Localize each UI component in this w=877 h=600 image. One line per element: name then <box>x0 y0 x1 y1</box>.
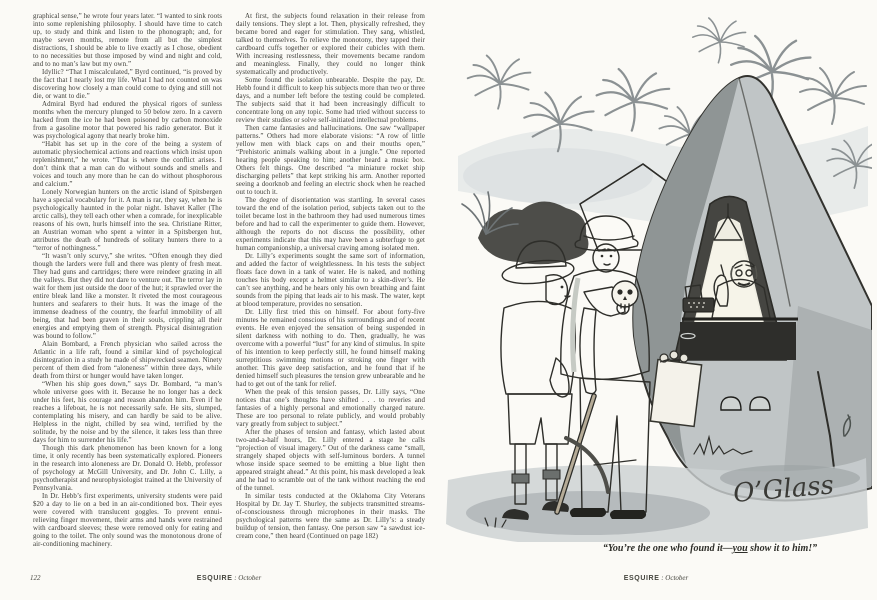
right-page-footer <box>435 574 877 582</box>
body-paragraph: In similar tests conducted at the Oklahoma City Veterans Hospital by Dr. Jay T. Shurley, the subjects transmitted streams-of-consciousness through microphones in their masks. The psychological patterns were the same as Dr. Lilly’s: a steady buildup of tension, then fantasy. One person saw “a sawdust ice-cream cone,” then heard (Continued on page 182) <box>236 493 425 540</box>
magazine-name: ESQUIRE <box>623 575 660 582</box>
body-paragraph: After the phases of tension and fantasy, which lasted about two-and-a-half hours, Dr. Lilly entered a stage he calls “projection of visual imagery.” Out of the darkness came “small, strangely shaped objects with self-luminous borders. A tunnel whose inside space seemed to be emitting a blue light then appeared straight ahead.” At this point, his mask developed a leak and he had to scramble out of the tank without reaching the end of the tunnel. <box>236 429 425 492</box>
foliage-scribble <box>478 201 588 264</box>
body-paragraph: Then came fantasies and hallucinations. One saw “wallpaper patterns.” Others had more elaborate visions: “A row of little yellow men with black caps on and their mouths open,” “Prehistoric animals walking about in a jungle.” One reported hearing people speaking to him; another heard a music box. Others felt things. One described “a miniature rocket ship discharging pellets” that kept striking his arm. Another reported seeing a doorknob and feeling an electric shock when he reached out to touch it. <box>236 125 425 196</box>
under-desk-shadow <box>680 322 796 360</box>
body-paragraph: “It wasn’t only scurvy,” she writes. “Often enough they died though the larders were full and there was plenty of fresh meat. They had guns and cartridges; there were reindeer grazing in all the valleys. But they did not dare to venture out. The terror lay in wait for them just outside the door of the hut; it sprawled over the entire bleak land like a monster. It riveted the most courageous hunters and seafarers to their huts. It was the image of the immense deadness of the country, the fearful immobility of all being, that had been graven in their souls, crippling all their energies and emptying them of strength. Physical disintegration was bound to follow.” <box>33 253 222 340</box>
body-paragraph: Dr. Lilly’s experiments sought the same sort of information, and added the factor of weightlessness. In his tests the subject floats face down in a tank of water. He is naked, and nothing touches his body except a helmet similar to a skin-diver’s. He can’t see anything, and he hears only his own breathing and faint sounds from the piping that leads air to his mask. The water, kept at blood temperature, provides no sensation. <box>236 253 425 308</box>
body-paragraph: When the peak of this tension passes, Dr. Lilly says, “One notices that one’s thoughts have shifted . . . to reveries and fantasies of a highly personal and emotionally charged nature. These are too personal to relate publicly, and would probably vary greatly from subject to subject.” <box>236 389 425 428</box>
issue-label: : October <box>661 574 689 582</box>
body-paragraph: “When his ship goes down,” says Dr. Bombard, “a man’s whole universe goes with it. Because he no longer has a deck under his feet, his courage and reason abandon him. Even if he reaches a lifeboat, he is not necessarily safe. He sits, slumped, contemplating his misery, and can hardly be said to be alive. Helpless in the night, chilled by sea wind, terrified by the solitude, by the noise and by the silence, it takes less than three days for him to surrender his life.” <box>33 381 222 444</box>
page-number: 122 <box>30 574 41 582</box>
body-paragraph: “Habit has set up in the core of the being a system of automatic physiochemical actions and reactions which insist upon replenishment,” he wrote. “That is where the conflict arises. I don’t think that a man can do without sounds and smells and voices and touch any more than he can do without phosphorous and calcium.” <box>33 141 222 188</box>
body-paragraph: At first, the subjects found relaxation in their release from daily tensions. They slept a lot. Then, physically refreshed, they became bored and eager for stimulation. They sang, whistled, talked to themselves. To relieve the monotony, they tapped their cardboard cuffs together or explored their cubicles with them. With increasing restlessness, their movements became random and meaningless. Finally, they could no longer think systematically and productively. <box>236 13 425 76</box>
body-paragraph: Admiral Byrd had endured the physical rigors of sunless months when the mercury plunged to 50 below zero. In a cavern hacked from the ice he had been poisoned by carbon monoxide from a gasoline motor that powered his radio generator. But it was psychological agony that nearly broke him. <box>33 101 222 140</box>
cartoon-illustration <box>438 6 872 542</box>
caption-text-pre: “You’re the one who found it— <box>602 543 733 554</box>
caption-underlined-word: you <box>732 543 748 554</box>
left-page-footer <box>33 574 425 582</box>
body-paragraph: The degree of disorientation was startling. In several cases toward the end of the isolation period, subjects taken out to the toilet became lost in the bathroom they had used numerous times before and had to call the experimenter to guide them. However, although the reports do not discuss the possibility, other experiments indicate that this may have been a subterfuge to get human companionship, a universal craving among isolated men. <box>236 197 425 252</box>
magazine-name: ESQUIRE <box>196 575 233 582</box>
issue-label: : October <box>234 574 262 582</box>
body-paragraph: Alain Bombard, a French physician who sailed across the Atlantic in a life raft, found a similar kind of psychological disintegration in a study he made of shipwrecked seamen. Ninety percent of them died from “aloneness” within three days, while death from thirst or hunger would have taken longer. <box>33 341 222 380</box>
body-paragraph: Though this dark phenomenon has been known for a long time, it only recently has been systematically explored. Pioneers in the research into aloneness are Dr. Donald O. Hebb, professor of psychology at McGill University, and Dr. John C. Lilly, a psychotherapist and neurophysiologist trained at the University of Pennsylvania. <box>33 445 222 492</box>
body-paragraph: Lonely Norwegian hunters on the arctic island of Spitsbergen have a special vocabulary for it. A man is rar, they say, when he is psychologically haunted in the polar night. Ishavet Kaller (The arctic calls), they tell each other when a comrade, for inexplicable reasons of his own, hurls himself into the sea. Christiane Ritter, an Austrian woman who spent a winter in a Spitsbergen hut, attributes the death of hundreds of solitary hunters there to a “terror of nothingness.” <box>33 189 222 252</box>
body-paragraph: Idyllic? “That I miscalculated,” Byrd continued, “is proved by the fact that I nearly lost my life. What I had not counted on was discovering how closely a man could come to dying and still not die, or want to die.” <box>33 69 222 100</box>
text-column-1 <box>33 13 222 549</box>
cartoon-caption <box>545 543 875 556</box>
text-column-2 <box>236 13 425 541</box>
body-paragraph: graphical sense,” he wrote four years later. “I wanted to sink roots into some replenishing philosophy. I should have time to catch up, to study and think and listen to the phonograph; and, for maybe seven months, remote from all but the simplest distractions, I should be able to live exactly as I chose, obedient to no necessities but those imposed by wind and night and cold, and to no man’s law but my own.” <box>33 13 222 68</box>
artist-signature: O’Glass <box>731 470 836 509</box>
body-paragraph: In Dr. Hebb’s first experiments, university students were paid $20 a day to lie on a bed in an air-conditioned box. Their eyes were covered with translucent goggles. To prevent ennui-relieving finger movement, their arms and hands were restrained with cardboard sleeves; these were removed only for eating and going to the toilet. The only sound was the monotonous drone of air-conditioning machinery. <box>33 493 222 548</box>
body-paragraph: Dr. Lilly first tried this on himself. For about forty-five minutes he remained conscious of his surroundings and of recent events. He even enjoyed the sensation of being suspended in silent darkness with nothing to do. Then, gradually, he was overcome with a powerful “lust” for any kind of stimulus. In spite of his intention to keep perfectly still, he found himself making surreptitious swimming motions or stroking one finger with another. This gave deep satisfaction, and he found that if he denied himself such pleasures the tension grew unbearable and he had to get out of the tank for relief. <box>236 309 425 388</box>
caption-text-post: show it to him!” <box>747 543 818 554</box>
body-paragraph: Some found the isolation unbearable. Despite the pay, Dr. Hebb found it difficult to keep his subjects more than two or three days, and a number left before the testing could be completed. The subjects said that it had been increasingly difficult to concentrate long on any topic. Some had tried without success to review their studies or solve self-initiated intellectual problems. <box>236 77 425 124</box>
